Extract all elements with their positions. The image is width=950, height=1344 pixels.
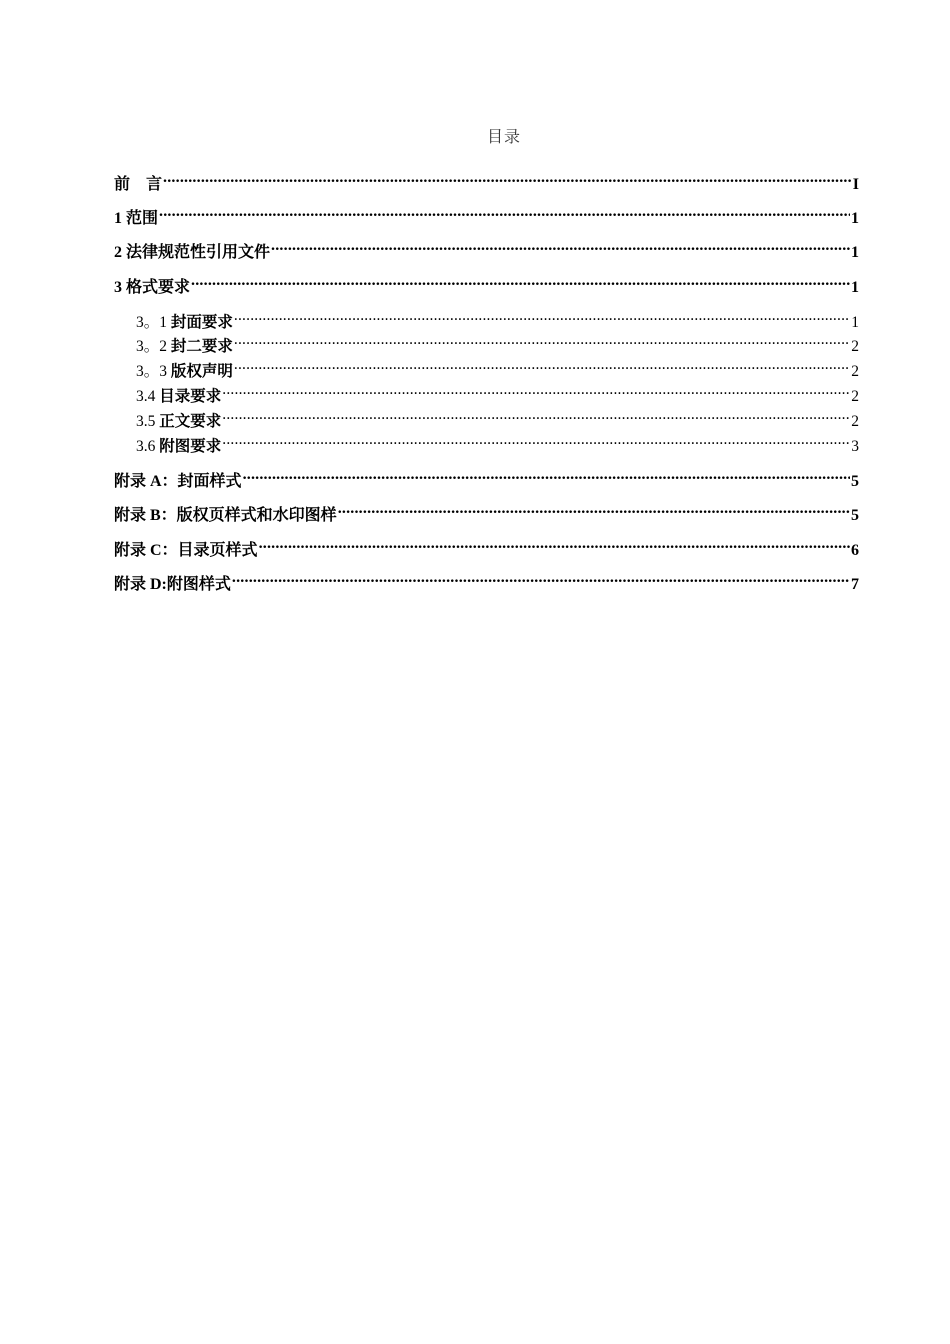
toc-entry-title: 封面要求 bbox=[170, 314, 233, 331]
toc-page-number: 6 bbox=[851, 542, 859, 559]
leader-dots bbox=[163, 167, 852, 189]
toc-page-number: 3 bbox=[851, 438, 859, 455]
toc-entry-title: 附图要求 bbox=[159, 438, 222, 455]
toc-entry-title: 3 格式要求 bbox=[114, 279, 191, 296]
toc-entry-preface[interactable] bbox=[114, 167, 859, 193]
toc-entry-title: 附录 D:附图样式 bbox=[114, 576, 231, 593]
toc-entry-title: 附录 C：目录页样式 bbox=[114, 542, 258, 559]
leader-dots bbox=[159, 201, 850, 223]
toc-entry-inside-cover-requirements[interactable] bbox=[136, 329, 859, 355]
toc-entry-title: 封二要求 bbox=[170, 338, 233, 355]
leader-dots bbox=[234, 354, 850, 376]
leader-dots bbox=[222, 404, 850, 426]
toc-page-number: 2 bbox=[851, 338, 859, 355]
toc-entry-cover-requirements[interactable] bbox=[136, 305, 859, 331]
toc-page-number: 5 bbox=[851, 507, 859, 524]
leader-dots bbox=[234, 329, 850, 351]
toc-entry-number: 3.6 bbox=[136, 438, 160, 455]
toc-page-number: 2 bbox=[851, 363, 859, 380]
leader-dots bbox=[222, 429, 850, 451]
toc-entry-number: 3.4 bbox=[136, 388, 160, 405]
toc-page-number: 2 bbox=[851, 388, 859, 405]
leader-dots bbox=[259, 533, 850, 555]
toc-page-number: 1 bbox=[851, 244, 859, 261]
toc-entry-format-requirements[interactable] bbox=[114, 270, 859, 296]
toc-entry-figure-requirements[interactable] bbox=[136, 429, 859, 455]
toc-entry-title: 附录 A：封面样式 bbox=[114, 473, 242, 490]
toc-entry-number: 3。3 bbox=[136, 363, 171, 380]
toc-entry-title: 2 法律规范性引用文件 bbox=[114, 244, 271, 261]
leader-dots bbox=[222, 379, 850, 401]
toc-entry-title: 目录要求 bbox=[159, 388, 222, 405]
toc-entry-number: 3。1 bbox=[136, 314, 171, 331]
leader-dots bbox=[338, 498, 850, 520]
leader-dots bbox=[234, 305, 850, 327]
toc-page-number: 1 bbox=[851, 279, 859, 296]
toc-entry-toc-requirements[interactable] bbox=[136, 379, 859, 405]
toc-entry-body-requirements[interactable] bbox=[136, 404, 859, 430]
toc-page-number: 7 bbox=[851, 576, 859, 593]
toc-entry-scope[interactable] bbox=[114, 201, 859, 227]
toc-entry-appendix-b[interactable] bbox=[114, 498, 859, 524]
toc-page-number: I bbox=[852, 176, 859, 193]
toc-page-number: 2 bbox=[851, 413, 859, 430]
toc-entry-title: 1 范围 bbox=[114, 210, 159, 227]
toc-entry-appendix-c[interactable] bbox=[114, 533, 859, 559]
toc-entry-number: 3.5 bbox=[136, 413, 160, 430]
toc-entry-title: 附录 B：版权页样式和水印图样 bbox=[114, 507, 337, 524]
leader-dots bbox=[243, 464, 850, 486]
toc-entry-title: 版权声明 bbox=[170, 363, 233, 380]
page-title: 目录 bbox=[486, 129, 521, 146]
toc-page-number: 5 bbox=[851, 473, 859, 490]
toc-entry-title: 正文要求 bbox=[159, 413, 222, 430]
toc-entry-title: 前 言 bbox=[114, 176, 163, 193]
leader-dots bbox=[191, 270, 850, 292]
toc-entry-copyright-notice[interactable] bbox=[136, 354, 859, 380]
toc-entry-appendix-a[interactable] bbox=[114, 464, 859, 490]
toc-entry-appendix-d[interactable] bbox=[114, 567, 859, 593]
toc-entry-number: 3。2 bbox=[136, 338, 171, 355]
toc-entry-normative-references[interactable] bbox=[114, 235, 859, 261]
toc-page-number: 1 bbox=[851, 314, 859, 331]
leader-dots bbox=[271, 235, 850, 257]
leader-dots bbox=[232, 567, 850, 589]
toc-page-number: 1 bbox=[851, 210, 859, 227]
